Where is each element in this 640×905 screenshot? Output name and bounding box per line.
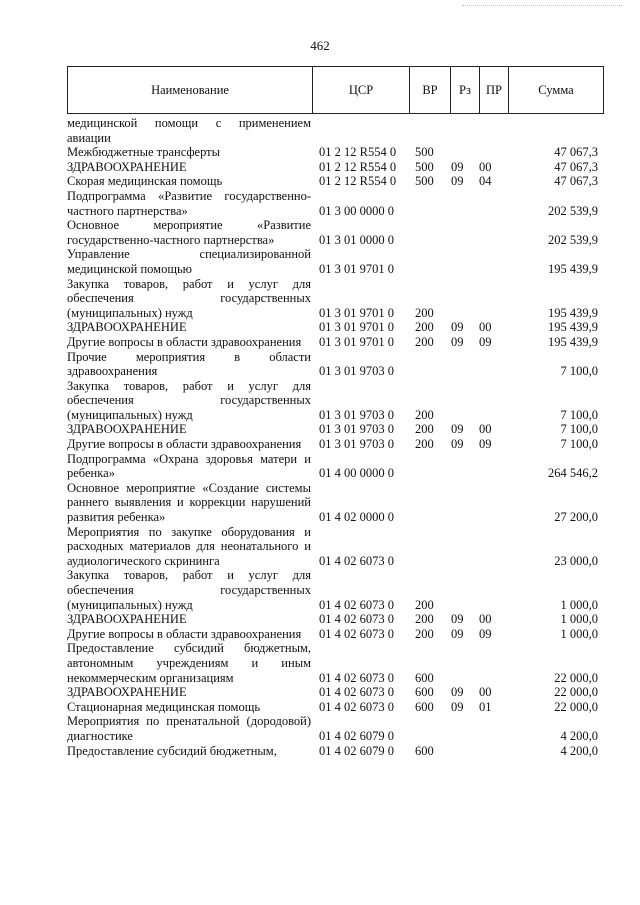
row-rz-code: 09 [451,437,464,452]
row-sum: 195 439,9 [548,305,598,320]
row-pr-code: 04 [479,174,492,189]
row-name: ЗДРАВООХРАНЕНИЕ [67,422,187,437]
row-pr-code: 00 [479,612,492,627]
row-sum: 1 000,0 [560,612,598,627]
row-name: Мероприятия по пренатальной (дородовой) диагностике [67,714,311,743]
row-name: Предоставление субсидий бюджетным, [67,743,277,758]
table-row [67,525,604,569]
row-name: Управление специализированной медицинской помощью [67,247,311,276]
row-csr-code: 01 3 01 9701 0 [319,320,394,335]
row-csr-code: 01 4 02 6073 0 [319,597,394,612]
row-vr-code: 500 [415,159,434,174]
row-csr-code: 01 3 01 9703 0 [319,407,394,422]
row-rz-code: 09 [451,422,464,437]
table-row [67,627,604,642]
row-rz-code: 09 [451,174,464,189]
row-vr-code: 200 [415,305,434,320]
row-csr-code: 01 3 01 9701 0 [319,334,394,349]
table-row [67,714,604,743]
row-sum: 47 067,3 [554,159,598,174]
row-sum: 4 200,0 [560,728,598,743]
table-row [67,189,604,218]
row-vr-code: 600 [415,670,434,685]
table-row [67,277,604,321]
row-rz-code: 09 [451,334,464,349]
table-body [67,116,604,758]
row-sum: 202 539,9 [548,232,598,247]
row-rz-code: 09 [451,685,464,700]
table-row [67,320,604,335]
row-name: ЗДРАВООХРАНЕНИЕ [67,612,187,627]
row-csr-code: 01 3 01 9703 0 [319,437,394,452]
row-name: Предоставление субсидий бюджетным, автономным учреждениям и иным некоммерческим организациям [67,641,311,685]
row-vr-code: 600 [415,699,434,714]
row-csr-code: 01 3 01 0000 0 [319,232,394,247]
row-csr-code: 01 4 02 0000 0 [319,510,394,525]
row-pr-code: 00 [479,422,492,437]
row-sum: 1 000,0 [560,626,598,641]
row-name: Подпрограмма «Развитие государственно-частного партнерства» [67,188,311,218]
row-csr-code: 01 4 02 6079 0 [319,743,394,758]
row-vr-code: 200 [415,334,434,349]
row-vr-code: 200 [415,407,434,422]
row-csr-code: 01 3 01 9701 0 [319,261,394,276]
row-sum: 7 100,0 [560,407,598,422]
row-name: Подпрограмма «Охрана здоровья матери и ребенка» [67,451,311,481]
row-sum: 22 000,0 [554,670,598,685]
row-name: Закупка товаров, работ и услуг для обеспечения государственных (муниципальных) нужд [67,276,311,320]
row-sum: 47 067,3 [554,174,598,189]
row-vr-code: 500 [415,174,434,189]
row-sum: 7 100,0 [560,422,598,437]
header-csr: ЦСР [313,67,410,113]
row-name: Закупка товаров, работ и услуг для обеспечения государственных (муниципальных) нужд [67,568,311,612]
table-row [67,350,604,379]
row-csr-code: 01 4 02 6073 0 [319,699,394,714]
row-pr-code: 09 [479,626,492,641]
row-csr-code: 01 4 02 6073 0 [319,685,394,700]
table-row [67,700,604,715]
row-sum: 195 439,9 [548,261,598,276]
row-name: ЗДРАВООХРАНЕНИЕ [67,159,187,174]
row-name: ЗДРАВООХРАНЕНИЕ [67,320,187,335]
row-pr-code: 00 [479,320,492,335]
table-row [67,379,604,423]
table-row [67,160,604,175]
row-vr-code: 200 [415,626,434,641]
row-name: ЗДРАВООХРАНЕНИЕ [67,685,187,700]
row-rz-code: 09 [451,320,464,335]
row-vr-code: 200 [415,320,434,335]
header-vr: ВР [410,67,451,113]
table-row [67,174,604,189]
row-vr-code: 200 [415,597,434,612]
row-sum: 1 000,0 [560,597,598,612]
row-csr-code: 01 3 01 9701 0 [319,305,394,320]
table-row [67,116,604,145]
row-pr-code: 00 [479,685,492,700]
table-row [67,335,604,350]
row-vr-code: 500 [415,145,434,160]
row-sum: 264 546,2 [548,466,598,481]
row-pr-code: 00 [479,159,492,174]
row-rz-code: 09 [451,159,464,174]
row-name: медицинской помощи с применением авиации [67,116,311,145]
table-row [67,437,604,452]
page-number: 462 [310,38,330,53]
row-vr-code: 200 [415,612,434,627]
row-name: Мероприятия по закупке оборудования и расходных материалов для неонатального и аудиологического скрининга [67,524,311,568]
table-row [67,247,604,276]
table-header [67,66,604,114]
row-name: Стационарная медицинская помощь [67,699,261,714]
row-sum: 22 000,0 [554,685,598,700]
table-row [67,744,604,759]
row-pr-code: 09 [479,334,492,349]
row-sum: 7 100,0 [560,437,598,452]
row-name: Другие вопросы в области здравоохранения [67,334,302,349]
row-name: Скорая медицинская помощь [67,174,223,189]
row-csr-code: 01 2 12 R554 0 [319,159,397,174]
row-sum: 22 000,0 [554,699,598,714]
row-pr-code: 01 [479,699,492,714]
row-vr-code: 600 [415,685,434,700]
top-dotted-line [462,5,622,6]
row-csr-code: 01 4 02 6073 0 [319,670,394,685]
header-rz: Рз [451,67,480,113]
table-row [67,218,604,247]
table-row [67,481,604,525]
row-sum: 195 439,9 [548,320,598,335]
row-csr-code: 01 4 02 6079 0 [319,728,394,743]
header-sum: Сумма [538,82,574,97]
row-name: Межбюджетные трансферты [67,145,221,160]
row-name: Другие вопросы в области здравоохранения [67,437,302,452]
row-name: Закупка товаров, работ и услуг для обеспечения государственных (муниципальных) нужд [67,378,311,422]
row-csr-code: 01 3 00 0000 0 [319,203,394,218]
row-csr-code: 01 2 12 R554 0 [319,145,397,160]
row-rz-code: 09 [451,612,464,627]
row-vr-code: 200 [415,422,434,437]
row-sum: 27 200,0 [554,510,598,525]
row-name: Другие вопросы в области здравоохранения [67,626,302,641]
table-row [67,568,604,612]
row-sum: 47 067,3 [554,145,598,160]
row-vr-code: 200 [415,437,434,452]
header-pr: ПР [480,67,509,113]
row-name: Основное мероприятие «Создание системы раннего выявления и коррекции нарушений развития ребенка» [67,480,311,525]
header-name: Наименование [68,67,313,113]
table-row [67,452,604,481]
table-row [67,612,604,627]
row-rz-code: 09 [451,626,464,641]
row-csr-code: 01 4 02 6073 0 [319,626,394,641]
row-vr-code: 600 [415,743,434,758]
row-rz-code: 09 [451,699,464,714]
row-sum: 23 000,0 [554,553,598,568]
row-csr-code: 01 4 02 6073 0 [319,612,394,627]
row-csr-code: 01 4 02 6073 0 [319,553,394,568]
table-row [67,685,604,700]
row-csr-code: 01 3 01 9703 0 [319,422,394,437]
row-name: Прочие мероприятия в области здравоохранения [67,349,311,379]
row-csr-code: 01 2 12 R554 0 [319,174,397,189]
row-sum: 202 539,9 [548,203,598,218]
row-name: Основное мероприятие «Развитие государственно-частного партнерства» [67,218,311,247]
row-csr-code: 01 3 01 9703 0 [319,364,394,379]
table-row [67,422,604,437]
row-sum: 4 200,0 [560,743,598,758]
row-pr-code: 09 [479,437,492,452]
table-row [67,641,604,685]
row-sum: 7 100,0 [560,364,598,379]
row-csr-code: 01 4 00 0000 0 [319,466,394,481]
table-row [67,145,604,160]
row-sum: 195 439,9 [548,334,598,349]
